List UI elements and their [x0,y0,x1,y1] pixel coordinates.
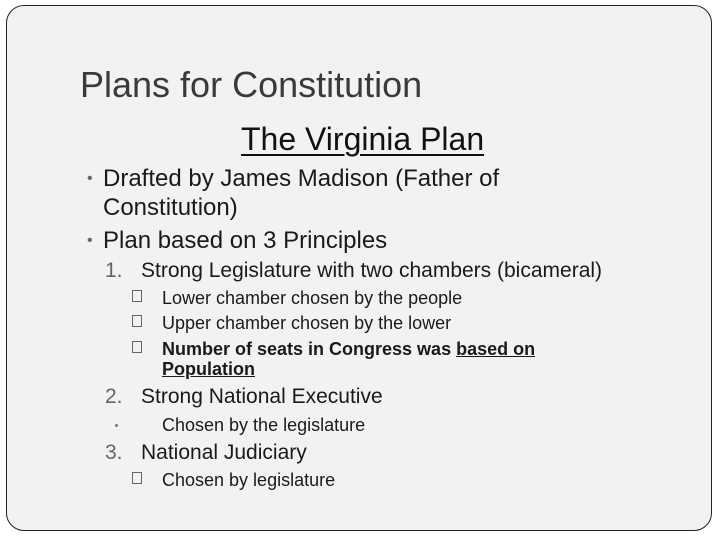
principle-text: National Judiciary [141,441,307,464]
sub-item [162,288,462,308]
bullet-item [87,226,388,255]
bullet-icon: • [87,170,93,187]
bullet-dot-icon [115,424,118,427]
bullet-icon: • [87,232,93,249]
slide [6,5,712,531]
sub-item-text: Chosen by the legislature [162,415,366,435]
principle-text: Strong Legislature with two chambers (bicameral) [141,259,603,282]
sub-item [162,313,451,333]
checkbox-icon [132,472,142,484]
principle-number: 2. [105,385,123,408]
sub-item-text: Number of seats in Congress was [162,339,457,359]
principle-number: 3. [105,441,123,464]
principle-item [105,384,383,410]
sub-item-text: Lower chamber chosen by the people [162,288,463,308]
sub-item-text: Upper chamber chosen by the lower [162,313,452,333]
slide-subtitle: The Virginia Plan [241,121,485,157]
checkbox-icon [132,290,142,302]
principle-number: 1. [105,259,123,282]
bullet-text: Plan based on 3 Principles [103,227,388,254]
slide-title: Plans for Constitution [80,64,423,105]
bullet-text: Drafted by James Madison (Father of Constitution) [103,165,500,221]
principle-item [105,258,603,284]
sub-item [162,470,335,490]
principle-text: Strong National Executive [141,385,383,408]
sub-item [162,339,602,379]
checkbox-icon [132,315,142,327]
principle-item [105,440,307,466]
sub-item-text-underlined: based on Population [162,339,536,379]
sub-item [162,415,365,435]
sub-item-text: Chosen by legislature [162,470,336,490]
bullet-item [87,164,543,222]
checkbox-icon [132,341,142,353]
